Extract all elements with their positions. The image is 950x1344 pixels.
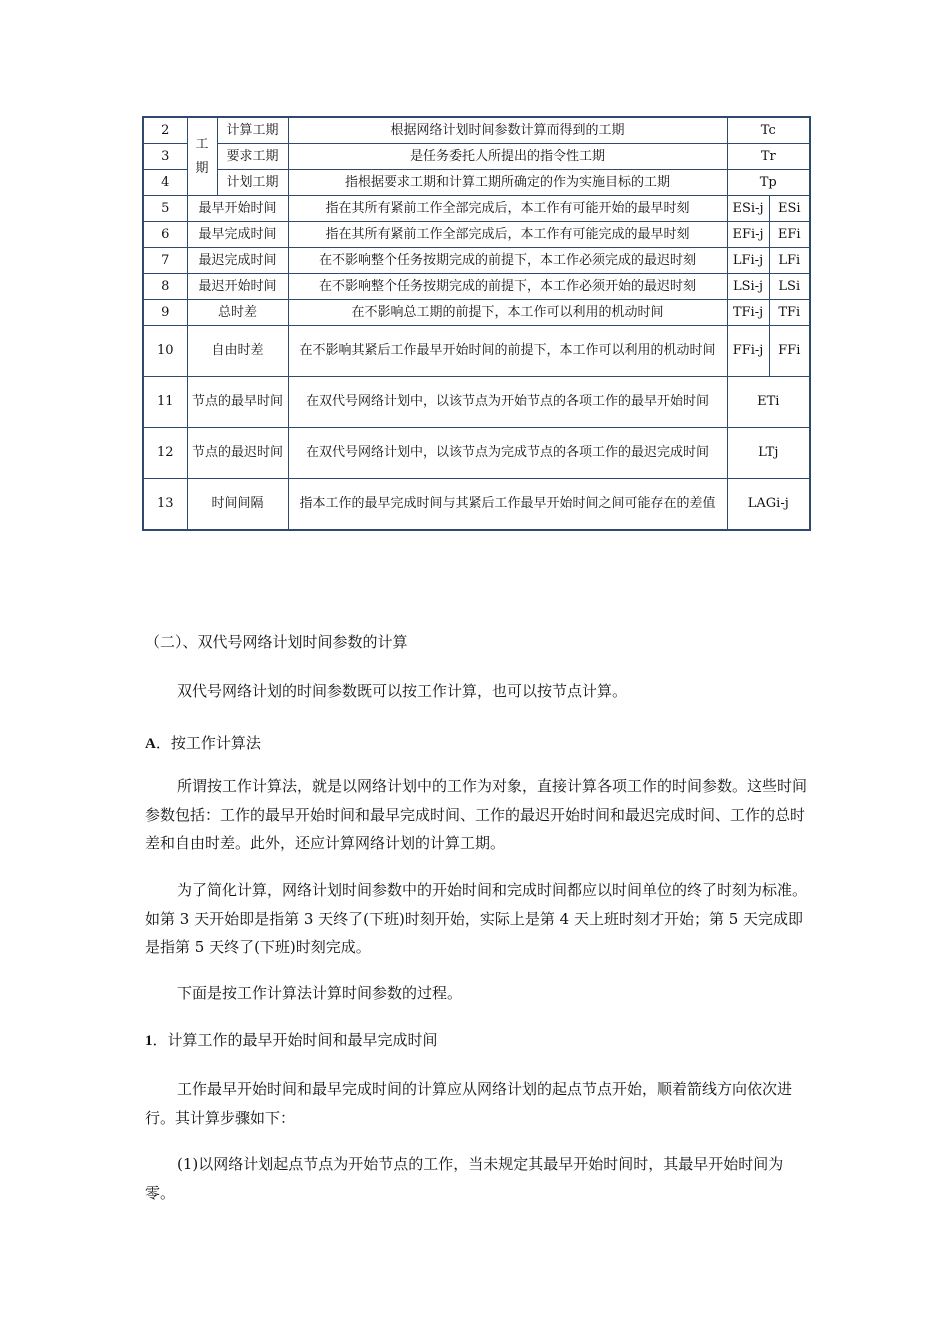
table-row [143, 248, 810, 274]
param-symbol: Tc [727, 117, 810, 144]
group-label: 工期 [187, 117, 217, 196]
table-row [143, 274, 810, 300]
row-number: 8 [143, 274, 187, 300]
param-symbol: LTj [727, 428, 810, 479]
heading-1-mark: 1 [145, 1033, 153, 1049]
param-symbol: Tp [727, 170, 810, 196]
param-name: 计划工期 [217, 170, 288, 196]
row-number: 9 [143, 300, 187, 326]
param-symbol-node: LSi [769, 274, 810, 300]
paragraph: (1)以网络计划起点节点为开始节点的工作，当未规定其最早开始时间时，其最早开始时间为零。 [145, 1155, 784, 1202]
param-name: 最迟完成时间 [187, 248, 288, 274]
heading-a [145, 729, 808, 759]
param-symbol-work: LSi-j [727, 274, 769, 300]
param-desc: 在不影响其紧后工作最早开始时间的前提下，本工作可以利用的机动时间 [288, 326, 727, 377]
row-number: 12 [143, 428, 187, 479]
param-symbol: LAGi-j [727, 479, 810, 531]
row-number: 2 [143, 117, 187, 144]
param-name: 最早完成时间 [187, 222, 288, 248]
param-name: 节点的最早时间 [187, 377, 288, 428]
param-symbol: Tr [727, 144, 810, 170]
param-name: 最早开始时间 [187, 196, 288, 222]
param-desc: 在双代号网络计划中，以该节点为完成节点的各项工作的最迟完成时间 [288, 428, 727, 479]
paragraph: 双代号网络计划的时间参数既可以按工作计算，也可以按节点计算。 [177, 682, 628, 700]
param-desc: 指本工作的最早完成时间与其紧后工作最早开始时间之间可能存在的差值 [288, 479, 727, 531]
table-row [143, 300, 810, 326]
table-row [143, 117, 810, 144]
paragraph: 工作最早开始时间和最早完成时间的计算应从网络计划的起点节点开始，顺着箭线方向依次进行。其计算步骤如下： [145, 1080, 793, 1127]
table-row [143, 196, 810, 222]
row-number: 5 [143, 196, 187, 222]
table-row [143, 170, 810, 196]
paragraph: 下面是按工作计算法计算时间参数的过程。 [177, 984, 463, 1002]
param-symbol-work: EFi-j [727, 222, 769, 248]
row-number: 11 [143, 377, 187, 428]
param-symbol-node: FFi [769, 326, 810, 377]
param-symbol: ETi [727, 377, 810, 428]
param-name: 总时差 [187, 300, 288, 326]
heading-1 [145, 1026, 808, 1056]
paragraph: 所谓按工作计算法，就是以网络计划中的工作为对象，直接计算各项工作的时间参数。这些时间参数包括：工作的最早开始时间和最早完成时间、工作的最迟开始时间和最迟完成时间、工作的总时差和自由时差。此外，还应计算网络计划的计算工期。 [145, 777, 808, 852]
row-number: 10 [143, 326, 187, 377]
param-symbol-node: EFi [769, 222, 810, 248]
param-desc: 指根据要求工期和计算工期所确定的作为实施目标的工期 [288, 170, 727, 196]
table-row [143, 479, 810, 531]
param-desc: 是任务委托人所提出的指令性工期 [288, 144, 727, 170]
param-name: 节点的最迟时间 [187, 428, 288, 479]
table-row [143, 428, 810, 479]
param-name: 时间间隔 [187, 479, 288, 531]
parameter-table [142, 116, 811, 531]
section-title: （二）、双代号网络计划时间参数的计算 [145, 633, 408, 651]
row-number: 3 [143, 144, 187, 170]
param-symbol-work: LFi-j [727, 248, 769, 274]
heading-a-mark: A [145, 736, 156, 752]
table-row [143, 326, 810, 377]
param-desc: 根据网络计划时间参数计算而得到的工期 [288, 117, 727, 144]
param-symbol-work: TFi-j [727, 300, 769, 326]
param-name: 最迟开始时间 [187, 274, 288, 300]
row-number: 7 [143, 248, 187, 274]
table-row [143, 144, 810, 170]
param-desc: 在不影响整个任务按期完成的前提下，本工作必须开始的最迟时刻 [288, 274, 727, 300]
table-row [143, 377, 810, 428]
heading-a-text: ．按工作计算法 [155, 734, 261, 752]
row-number: 13 [143, 479, 187, 531]
param-desc: 指在其所有紧前工作全部完成后，本工作有可能开始的最早时刻 [288, 196, 727, 222]
param-symbol-work: FFi-j [727, 326, 769, 377]
param-name: 自由时差 [187, 326, 288, 377]
param-desc: 在不影响整个任务按期完成的前提下，本工作必须完成的最迟时刻 [288, 248, 727, 274]
param-name: 要求工期 [217, 144, 288, 170]
param-symbol-node: TFi [769, 300, 810, 326]
row-number: 4 [143, 170, 187, 196]
heading-1-text: ．计算工作的最早开始时间和最早完成时间 [152, 1031, 438, 1049]
table-row [143, 222, 810, 248]
param-desc: 在双代号网络计划中，以该节点为开始节点的各项工作的最早开始时间 [288, 377, 727, 428]
param-symbol-node: ESi [769, 196, 810, 222]
param-name: 计算工期 [217, 117, 288, 144]
param-desc: 指在其所有紧前工作全部完成后，本工作有可能完成的最早时刻 [288, 222, 727, 248]
param-symbol-work: ESi-j [727, 196, 769, 222]
paragraph: 为了简化计算，网络计划时间参数中的开始时间和完成时间都应以时间单位的终了时刻为标准。如第 3 天开始即是指第 3 天终了(下班)时刻开始，实际上是第 4 天上班时刻才开始；第 5 天完成即是指第 5 天终了(下班)时刻完成。 [145, 881, 808, 956]
row-number: 6 [143, 222, 187, 248]
param-desc: 在不影响总工期的前提下，本工作可以利用的机动时间 [288, 300, 727, 326]
param-symbol-node: LFi [769, 248, 810, 274]
